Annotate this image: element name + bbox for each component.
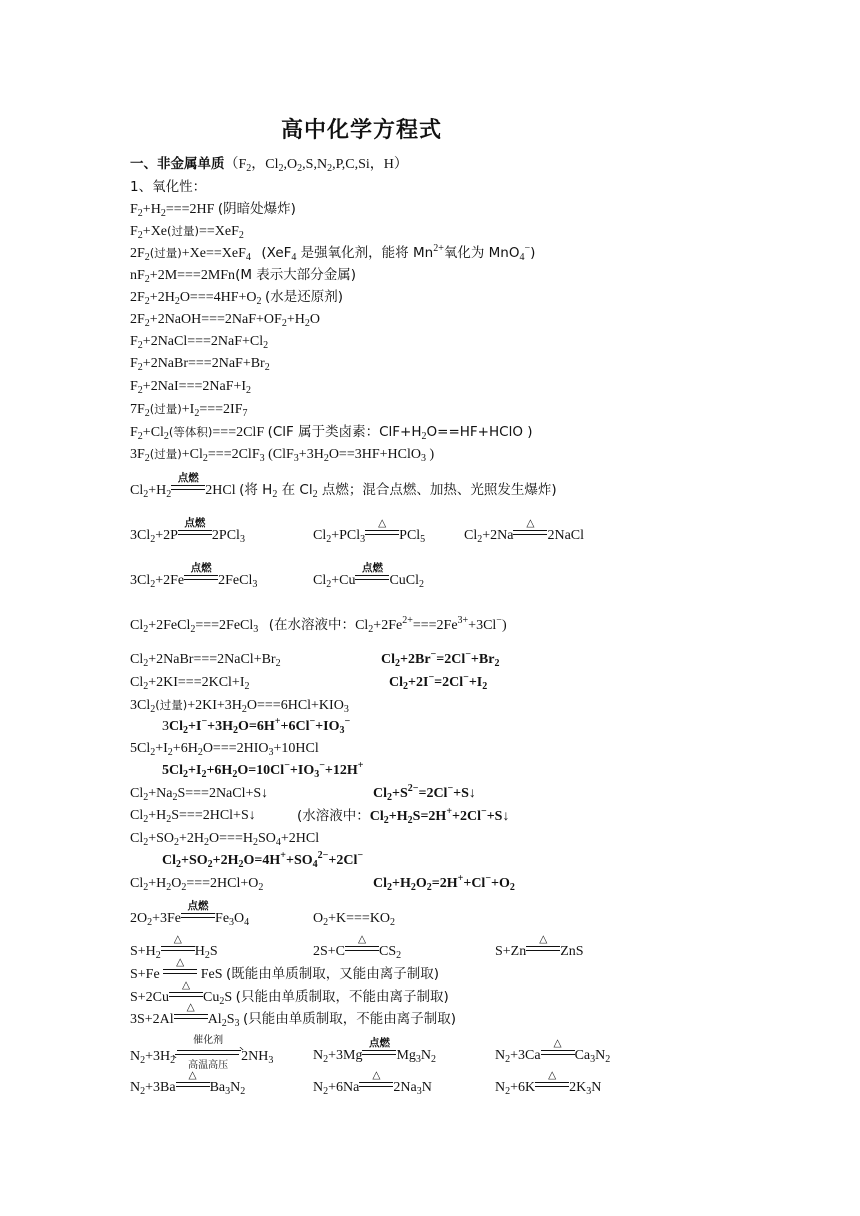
equation: S+Fe △ FeS (既能由单质制取，又能由离子制取)	[130, 956, 440, 982]
ionic-equation: $Cl_2+2Br^-=2Cl^-+Br_2$	[381, 649, 500, 669]
page-title: 高中化学方程式	[281, 118, 443, 143]
equation: $3Cl_2+2Fe$ 点燃 2FeCl$_3$	[130, 562, 258, 590]
equation: S+2Cu △ $Cu_2S$ (只能由单质制取，不能由离子制取)	[130, 979, 449, 1007]
equation: $nF_2+2M===2MFn(M$ 表示大部分金属)	[130, 267, 357, 285]
section-heading	[130, 155, 408, 174]
equation: $Cl_2+SO_2+2H_2O===H_2SO_4+2HCl$	[130, 831, 320, 848]
equation: $S+H_2$ △ $H_2S$	[130, 933, 218, 961]
equation: 3S+2Al △ $Al_2S_3$ (只能由单质制取，不能由离子制取)	[130, 1001, 457, 1029]
equation: $F_2+2NaI===2NaF+I_2$	[130, 379, 252, 396]
equation: $N_2+6K$ △ $2K_3N$	[495, 1069, 602, 1097]
equation: $F_2+H_2===2HF$ (阴暗处爆炸)	[130, 201, 296, 219]
equation: $3F_2$(过量)$+Cl_2===2ClF_3$ ($ClF_3+3H_2O==3HF+HClO_3$ )	[130, 447, 435, 464]
equation: $Cl_2+2FeCl_2===2FeCl_3$ (在水溶液中：$Cl_2+2Fe^{2+}===2Fe^{3+}+3Cl^-$)	[130, 615, 507, 635]
section-elements: （$F_2$，$Cl_2,O_2,S,N_2,P,C,Si$，H）	[224, 157, 408, 174]
condition-ignite: 点燃	[178, 528, 212, 538]
equation: 2S+C △ $CS_2$	[313, 933, 402, 961]
condition-heat: △	[359, 1080, 393, 1090]
reversible-arrow: 催化剂 高温高压	[175, 1047, 241, 1059]
equation: $F_2+2NaBr===2NaF+Br_2$	[130, 356, 270, 373]
equation: $5Cl_2+I_2+6H_2O===2HIO_3+10HCl$	[130, 741, 319, 758]
equation: $Cl_2+PCl_3$ △ PCl$_5$	[313, 517, 426, 545]
equation: $F_2+2NaCl===2NaF+Cl_2$	[130, 334, 269, 351]
ionic-equation: $3Cl_2+I^-+3H_2O=6H^++6Cl^-+IO_3^-$	[162, 716, 351, 736]
condition-ignite: 点燃	[184, 573, 218, 583]
equation: $N_2+3H_2$ 催化剂 高温高压 $2NH_3$	[130, 1035, 274, 1071]
equation: $3Cl_2$(过量)$+2KI+3H_2O===6HCl+KIO_3$	[130, 698, 349, 715]
equation: $F_2+Cl_2$(等体积)===2ClF (ClF 属于类卤素：$ClF+H_2O==HF+HClO$ )	[130, 424, 533, 442]
equation: $2F_2+2H_2O===4HF+O_2$ (水是还原剂)	[130, 289, 344, 307]
ionic-equation: $Cl_2+S^{2-}=2Cl^-+S↓$	[373, 783, 476, 803]
ionic-equation: $5Cl_2+I_2+6H_2O=10Cl^-+IO_3^-+12H^+$	[162, 760, 364, 780]
subsection-heading: 1、氧化性：	[130, 179, 207, 195]
equation: S+Zn △ ZnS	[495, 933, 584, 959]
equation: $Cl_2+H_2$ 点燃 2HCl (将 $H_2$ 在 $Cl_2$ 点燃；混合点燃、加热、光照发生爆炸)	[130, 472, 557, 500]
condition-heat: △	[365, 528, 399, 538]
equation: $Cl_2+Cu$ 点燃 CuCl$_2$	[313, 562, 425, 590]
equation: $N_2+3Ba$ △ $Ba_3N_2$	[130, 1069, 246, 1097]
condition-heat: △	[176, 1080, 210, 1090]
condition-ignite: 点燃	[181, 911, 215, 921]
equation: $3Cl_2+2P$ 点燃 2PCl$_3$	[130, 517, 245, 545]
ionic-equation: $Cl_2+H_2O_2=2H^++Cl^-+O_2$	[373, 873, 515, 893]
condition-heat: △	[169, 990, 203, 1000]
condition-heat: △	[535, 1080, 569, 1090]
condition-ignite: 点燃	[171, 483, 205, 493]
equation: $7F_2$(过量)$+I_2===2IF_7$	[130, 402, 248, 419]
condition-heat: △	[161, 944, 195, 954]
condition-heat: △	[513, 528, 547, 538]
ionic-equation: (水溶液中：$Cl_2+H_2S=2H^++2Cl^-+S↓$	[297, 806, 510, 826]
equation: $Cl_2+H_2O_2===2HCl+O_2$	[130, 876, 264, 893]
equation: $2O_2+3Fe$ 点燃 $Fe_3O_4$	[130, 900, 250, 928]
condition-ignite: 点燃	[362, 1048, 396, 1058]
equation: $N_2+3Ca$ △ $Ca_3N_2$	[495, 1037, 611, 1065]
section-heading-text: 一、非金属单质	[130, 156, 225, 172]
condition-heat: △	[541, 1048, 575, 1058]
equation: $O_2+K===KO_2$	[313, 911, 396, 928]
condition-heat: △	[174, 1012, 208, 1022]
equation: $Cl_2+2Na$ △ 2NaCl	[464, 517, 585, 545]
ionic-equation: $Cl_2+SO_2+2H_2O=4H^++SO_4^{2-}+2Cl^-$	[162, 850, 364, 870]
equation: $Cl_2+H_2S===2HCl+S↓$	[130, 808, 256, 825]
condition-heat: △	[526, 944, 560, 954]
equation: $F_2+Xe$(过量)==XeF$_2$	[130, 224, 244, 241]
equation: $Cl_2+Na_2S===2NaCl+S↓$	[130, 786, 269, 803]
equation: $Cl_2+2KI===2KCl+I_2$	[130, 675, 250, 692]
equation: $2F_2+2NaOH===2NaF+OF_2+H_2O$	[130, 312, 320, 329]
equation: $N_2+3Mg$ 点燃 $Mg_3N_2$	[313, 1037, 437, 1065]
condition-heat: △	[163, 967, 197, 977]
equation: $Cl_2+2NaBr===2NaCl+Br_2$	[130, 652, 281, 669]
condition-ignite: 点燃	[355, 573, 389, 583]
ionic-equation: $Cl_2+2I^-=2Cl^-+I_2$	[389, 672, 488, 692]
condition-heat: △	[345, 944, 379, 954]
equation: $2F_2$(过量)+Xe==XeF$_4$ (XeF$_4$ 是强氧化剂，能将 $Mn^{2+}$氧化为 MnO$_4$−)	[130, 243, 536, 263]
equation: $N_2+6Na$ △ $2Na_3N$	[313, 1069, 432, 1097]
